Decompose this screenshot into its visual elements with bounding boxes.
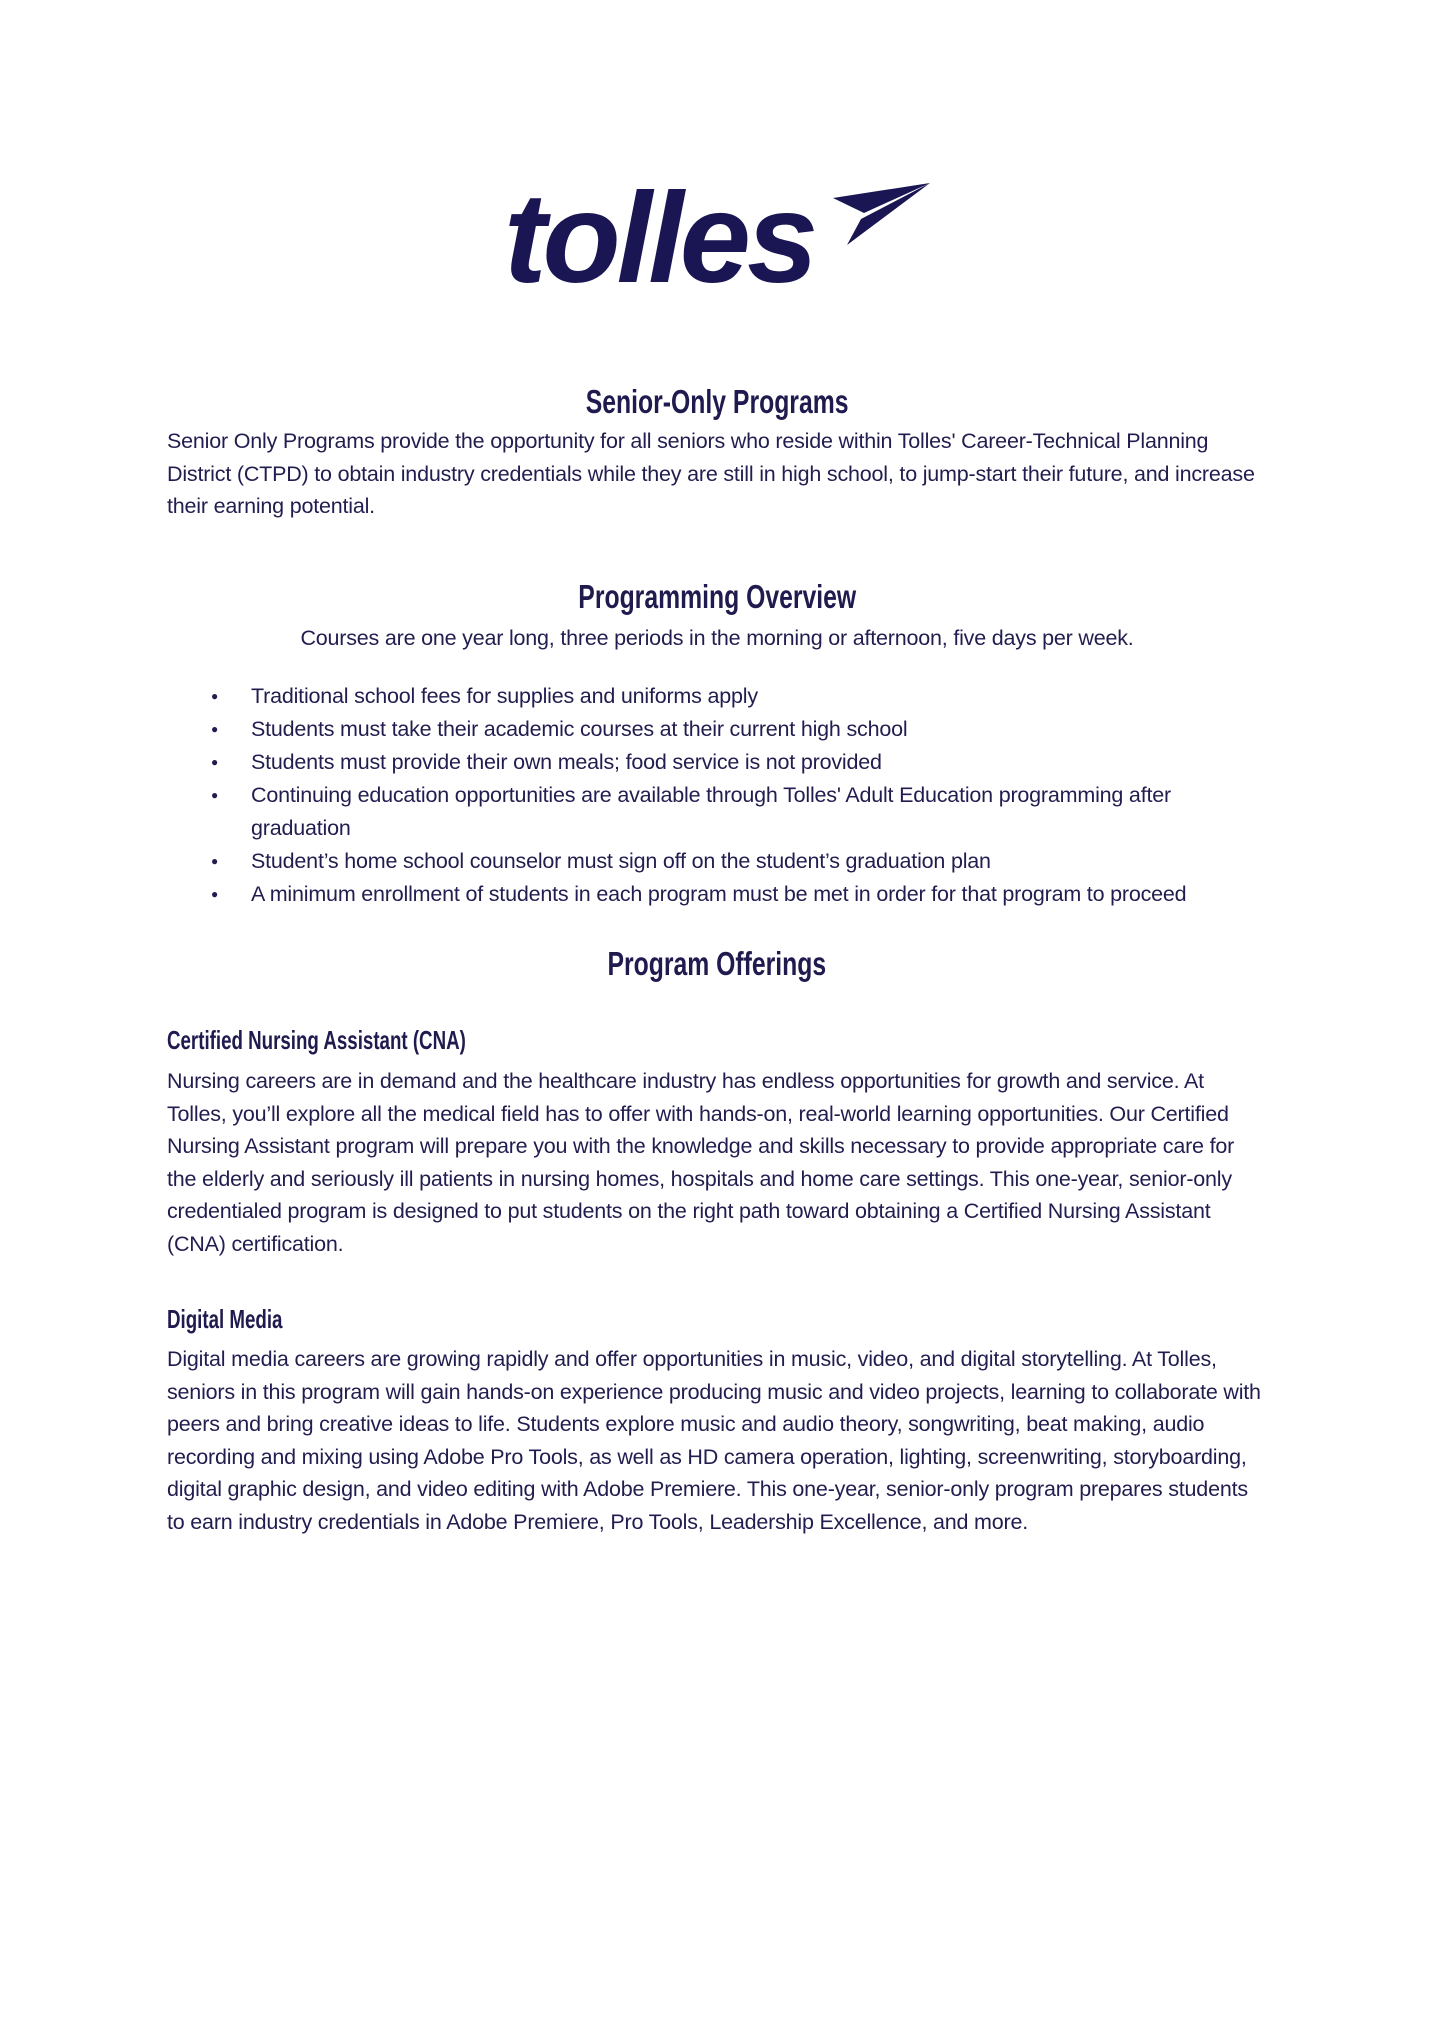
senior-only-programs-paragraph: Senior Only Programs provide the opportunity for all seniors who reside within Tolles' Career-Technical Planning District (CTPD) to obtain industry credentials while they are still in high school, to jump-start their future, and increase their earning potential. xyxy=(167,429,1255,518)
logo-wordmark: tolles xyxy=(503,167,815,310)
document-page xyxy=(0,167,1434,2031)
tolles-logo xyxy=(167,167,1267,310)
program-title-text: Digital Media xyxy=(167,1304,283,1334)
list-item: ● Students must take their academic courses at their current high school xyxy=(209,713,1267,746)
list-item: ● Continuing education opportunities are available through Tolles' Adult Education programming after graduation xyxy=(209,779,1267,845)
section-title-text: Senior-Only Programs xyxy=(585,383,849,420)
section-title-text: Programming Overview xyxy=(578,577,856,615)
program-description-digital-media: Digital media careers are growing rapidly and offer opportunities in music, video, and digital storytelling. At Tolles, seniors in this program will gain hands-on experience producing music and video projects, learning to collaborate with peers and bring creative ideas to life. Students explore music and audio theory, songwriting, beat making, audio recording and mixing using Adobe Pro Tools, as well as HD camera operation, lighting, screenwriting, storyboarding, digital graphic design, and video editing with Adobe Premiere. This one-year, senior-only program prepares students to earn industry credentials in Adobe Premiere, Pro Tools, Leadership Excellence, and more. xyxy=(167,1347,1261,1534)
section-title-programming-overview xyxy=(167,578,1267,616)
program-digital-media-section xyxy=(167,1302,1267,1538)
list-item: ● Students must provide their own meals; food service is not provided xyxy=(209,746,1267,779)
section-title-program-offerings xyxy=(167,945,1267,983)
program-cna-section xyxy=(167,1023,1267,1260)
program-description-cna: Nursing careers are in demand and the healthcare industry has endless opportunities for growth and service. At Tolles, you’ll explore all the medical field has to offer with hands-on, real-world learning opportunities. Our Certified Nursing Assistant program will prepare you with the knowledge and skills necessary to provide appropriate care for the elderly and seriously ill patients in nursing homes, hospitals and home care settings. This one-year, senior-only credentialed program is designed to put students on the right path toward obtaining a Certified Nursing Assistant (CNA) certification. xyxy=(167,1069,1235,1256)
program-title-text: Certified Nursing Assistant (CNA) xyxy=(167,1025,466,1055)
section-title-senior-only-programs xyxy=(167,383,1267,421)
section-title-text: Program Offerings xyxy=(607,945,827,982)
overview-intro-line: Courses are one year long, three periods in the morning or afternoon, five days per week. xyxy=(300,625,1134,650)
program-title-cna xyxy=(167,1023,1267,1057)
program-title-digital-media xyxy=(167,1302,1267,1336)
list-item: ● A minimum enrollment of students in each program must be met in order for that program to proceed xyxy=(209,878,1267,911)
paper-plane-icon xyxy=(830,183,930,245)
overview-bullet-list xyxy=(167,680,1267,911)
list-item: ● Traditional school fees for supplies and uniforms apply xyxy=(209,680,1267,713)
list-item: ● Student’s home school counselor must sign off on the student’s graduation plan xyxy=(209,845,1267,878)
